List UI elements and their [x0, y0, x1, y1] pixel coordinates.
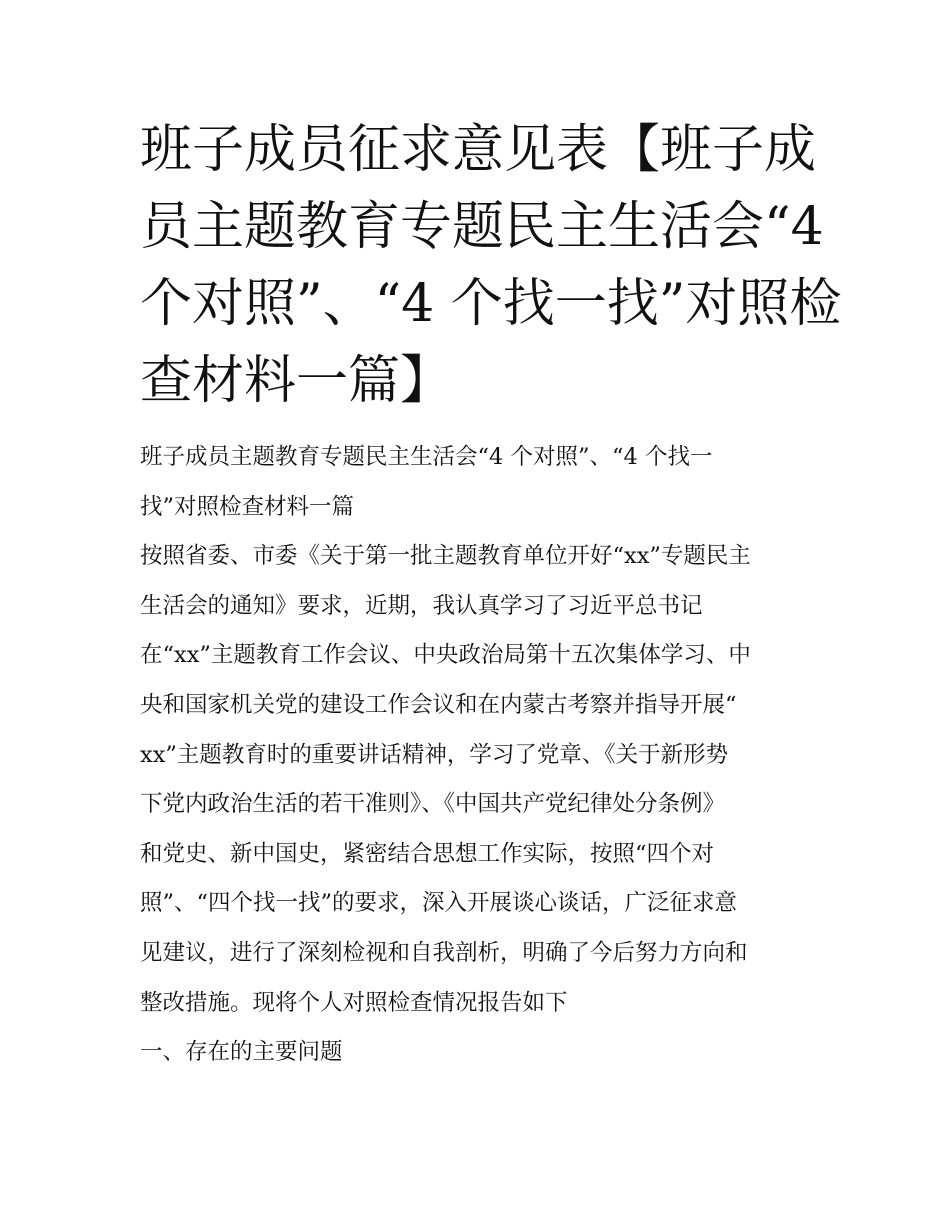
paragraph-line: 整改措施。现将个人对照检查情况报告如下	[140, 989, 568, 1016]
paragraph-line: 照”、“四个找一找”的要求，深入开展谈心谈话，广泛征求意	[140, 890, 738, 917]
title-line: 班子成员征求意见表【班子成	[140, 120, 817, 180]
paragraph-line: 和党史、新中国史，紧密结合思想工作实际，按照“四个对	[140, 840, 715, 867]
title-line: 个对照”、“4 个找一找”对照检	[140, 274, 842, 334]
section-heading: 一、存在的主要问题	[140, 1039, 343, 1066]
paragraph-line: 下党内政治生活的若干准则》、《中国共产党纪律处分条例》	[140, 791, 726, 818]
document-body	[140, 433, 830, 1078]
paragraph-line: 见建议，进行了深刻检视和自我剖析，明确了今后努力方向和	[140, 939, 748, 966]
subtitle-line: 班子成员主题教育专题民主生活会“4 个对照”、“4 个找一	[140, 444, 713, 470]
paragraph-line: 央和国家机关党的建设工作会议和在内蒙古考察并指导开展“	[140, 691, 737, 718]
document-title	[140, 112, 842, 420]
title-line: 员主题教育专题民主生活会“4	[140, 197, 824, 257]
subtitle-line: 找”对照检查材料一篇	[140, 493, 355, 520]
paragraph-line: 生活会的通知》要求，近期，我认真学习了习近平总书记	[140, 592, 703, 619]
paragraph-line: xx”主题教育时的重要讲话精神，学习了党章、《关于新形势	[140, 741, 729, 768]
title-line: 查材料一篇】	[140, 351, 453, 411]
paragraph-line: 按照省委、市委《关于第一批主题教育单位开好“xx”专题民主	[140, 543, 751, 570]
paragraph-line: 在“xx”主题教育工作会议、中央政治局第十五次集体学习、中	[140, 642, 751, 669]
